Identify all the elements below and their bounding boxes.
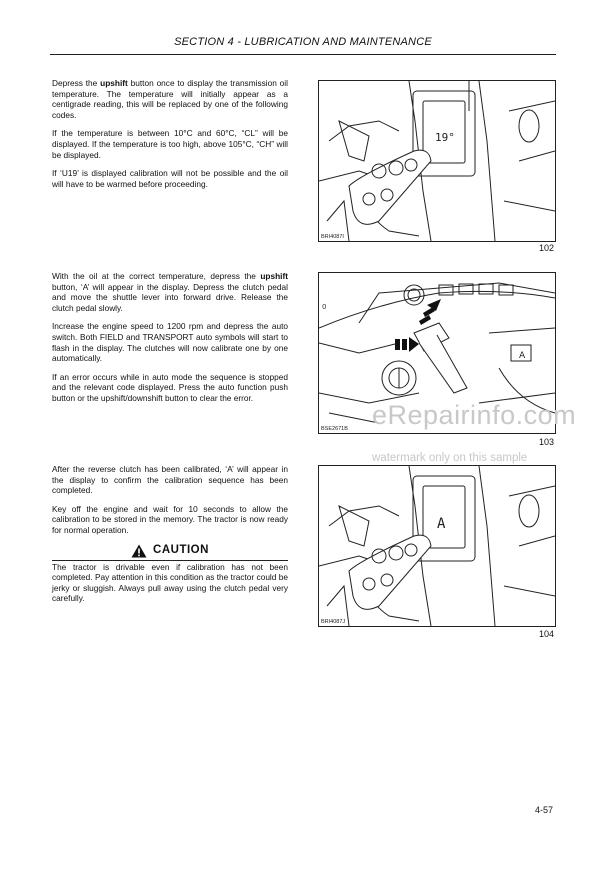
- bold-term: upshift: [100, 78, 128, 88]
- display-readout: A: [437, 516, 446, 532]
- figure-number: 104: [538, 629, 554, 639]
- display-readout: 19°: [435, 131, 455, 144]
- caution-label: CAUTION: [153, 544, 209, 557]
- watermark-text: eRepairinfo.com: [372, 400, 577, 430]
- section-title: SECTION 4 - LUBRICATION AND MAINTENANCE: [174, 36, 432, 48]
- text: Depress the: [52, 78, 101, 88]
- paragraph: If ‘U19’ is displayed calibration will not be possible and the oil will have to be warmed before proceeding.: [52, 168, 288, 189]
- figure-102-illustration: [319, 81, 555, 241]
- caution-text: The tractor is drivable even if calibration has not been completed. Pay attention in this condition as the tractor could be jerky or sluggish. Always pull away using the clutch pedal very carefully.: [52, 561, 288, 604]
- text: button, ‘A’ will appear in the display. Depress the clutch pedal and move the shuttle lever into forward drive. Release the clutch pedal slowly.: [52, 281, 288, 313]
- paragraph: After the reverse clutch has been calibrated, ‘A’ will appear in the display to confirm the calibration sequence has been completed.: [52, 464, 288, 496]
- text-block-1: [52, 78, 288, 197]
- paragraph: If the temperature is between 10°C and 60°C, “CL” will be displayed. If the temperature is too high, above 105°C, “CH” will be displayed.: [52, 128, 288, 160]
- figure-code: BRI4087J: [321, 619, 346, 625]
- page-number: 4-57: [534, 805, 553, 815]
- paragraph: Increase the engine speed to 1200 rpm and depress the auto switch. Both FIELD and TRANSPORT auto symbols will start to flash in the display. The clutches will now calibrate one by one automatically.: [52, 321, 288, 364]
- paragraph: Key off the engine and wait for 10 seconds to allow the calibration to be stored in the memory. The tractor is now ready for normal operation.: [52, 503, 288, 535]
- text-block-3: [52, 464, 288, 612]
- paragraph: [52, 271, 288, 313]
- warning-triangle-icon: [131, 544, 147, 558]
- paragraph: [52, 78, 288, 120]
- text-block-2: [52, 271, 288, 412]
- figure-104: [318, 465, 556, 627]
- text: button once to display the transmission oil temperature. The temperature will initially appear as a centigrade reading, this will be replaced by one of the following codes.: [52, 78, 288, 120]
- figure-104-illustration: [319, 466, 555, 626]
- figure-number: 103: [538, 437, 554, 447]
- watermark-subtext: watermark only on this sample: [372, 452, 528, 464]
- paragraph: If an error occurs while in auto mode the sequence is stopped and the relevant code displayed. Press the auto function push button or the upshift/downshift button to clear the error.: [52, 371, 288, 403]
- figure-number: 102: [538, 243, 554, 253]
- auto-button-label: A: [519, 351, 526, 361]
- bold-term: upshift: [260, 271, 288, 281]
- figure-code: BRI4087I: [321, 234, 344, 240]
- side-label: 0: [322, 303, 327, 311]
- section-header: [50, 36, 556, 55]
- figure-102: [318, 80, 556, 242]
- caution-heading: [52, 544, 288, 558]
- figure-code: BSE2671B: [321, 426, 348, 432]
- text: With the oil at the correct temperature, depress the: [52, 271, 261, 281]
